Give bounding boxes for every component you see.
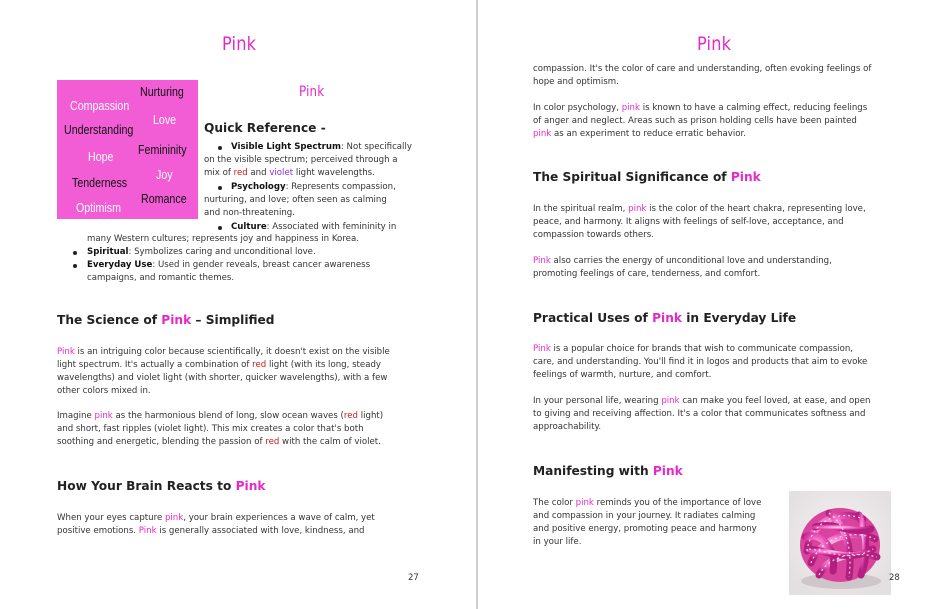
word-joy: Joy — [156, 167, 173, 182]
psych-line-3: pink as an experiment to reduce erratic behavior. — [533, 129, 747, 139]
word-understanding: Understanding — [64, 122, 134, 137]
word-optimism: Optimism — [76, 200, 122, 215]
psychology-line-2: nurturing, and love; often seen as calming — [204, 195, 387, 205]
spiritual-p1-line-1: In the spiritual realm, pink is the color of the heart chakra, representing love, — [533, 204, 866, 214]
culture-line-1: Culture: Associated with femininity in — [231, 222, 397, 232]
pink-beads-image — [789, 491, 891, 595]
right-page — [478, 0, 952, 609]
bullet — [218, 226, 222, 230]
brain-line-1: When your eyes capture pink, your brain experiences a wave of calm, yet — [57, 513, 375, 523]
science-p1-line-4: other colors mixed in. — [57, 386, 151, 396]
visible-light-line-2: on the visible spectrum; perceived through a — [204, 155, 398, 165]
quick-reference-title: Quick Reference - — [204, 121, 326, 135]
science-p2-line-1: Imagine pink as the harmonious blend of long, slow ocean waves (red light) — [57, 411, 384, 421]
bullet — [73, 251, 77, 255]
word-love: Love — [153, 112, 177, 127]
everyday-line-2: campaigns, and romantic themes. — [87, 273, 235, 283]
practical-p1-line-1: Pink is a popular choice for brands that wish to communicate compassion, — [533, 344, 853, 354]
everyday-line-1: Everyday Use: Used in gender reveals, breast cancer awareness — [87, 260, 371, 270]
science-p2-line-2: and short, fast ripples (violet light). This mix creates a color that's both — [57, 424, 364, 434]
psychology-line-3: and non-threatening. — [204, 208, 295, 218]
science-p1-line-1: Pink is an intriguing color because scientifically, it doesn't exist on the visible — [57, 347, 390, 357]
visible-light-line-1: Visible Light Spectrum: Not specifically — [231, 142, 412, 152]
word-nurturing: Nurturing — [140, 84, 184, 99]
word-romance: Romance — [141, 191, 187, 206]
science-p1-line-2: light spectrum. It's actually a combination of red light (with its long, steady — [57, 360, 382, 370]
page-title: Pink — [697, 33, 732, 55]
practical-p2-line-1: In your personal life, wearing pink can make you feel loved, at ease, and open — [533, 396, 871, 406]
practical-p2-line-2: to giving and receiving affection. It's a color that communicates softness and — [533, 409, 866, 419]
spiritual-p1-line-3: compassion towards others. — [533, 230, 654, 240]
visible-light-line-3: mix of red and violet light wavelengths. — [204, 168, 375, 178]
word-femininity: Femininity — [138, 142, 187, 157]
practical-heading: Practical Uses of Pink in Everyday Life — [533, 311, 797, 325]
science-p1-line-3: wavelengths) and violet light (with shorter, quicker wavelengths), with a few — [57, 373, 388, 383]
manifesting-line-1: The color pink reminds you of the importance of love — [533, 498, 762, 508]
continuation-line-2: hope and optimism. — [533, 77, 619, 87]
side-label: Pink — [299, 84, 325, 100]
brain-line-2: positive emotions. Pink is generally associated with love, kindness, and — [57, 526, 365, 536]
practical-p1-line-3: feelings of warmth, nurture, and comfort. — [533, 370, 712, 380]
word-cloud — [57, 80, 198, 219]
spiritual-p1-line-2: peace, and harmony. It aligns with feelings of self-love, acceptance, and — [533, 217, 844, 227]
manifesting-line-3: and positive energy, promoting peace and harmony — [533, 524, 757, 534]
psych-line-2: of anger and neglect. Areas such as prison holding cells have been painted — [533, 116, 857, 126]
practical-p1-line-2: care, and understanding. You'll find it in logos and products that aim to evoke — [533, 357, 868, 367]
science-p2-line-3: soothing and energetic, blending the passion of red with the calm of violet. — [57, 437, 381, 447]
brain-heading: How Your Brain Reacts to Pink — [57, 479, 266, 493]
page-number: 27 — [408, 573, 419, 583]
bullet — [218, 146, 222, 150]
bullet — [73, 264, 77, 268]
science-heading: The Science of Pink – Simplified — [57, 313, 275, 327]
page-title: Pink — [222, 33, 257, 55]
continuation-line-1: compassion. It's the color of care and understanding, often evoking feelings of — [533, 64, 872, 74]
spiritual-heading: The Spiritual Significance of Pink — [533, 170, 761, 184]
psychology-line-1: Psychology: Represents compassion, — [231, 182, 396, 192]
culture-line-2: many Western cultures; represents joy and happiness in Korea. — [87, 234, 359, 244]
page-number: 28 — [889, 573, 900, 583]
manifesting-heading: Manifesting with Pink — [533, 464, 683, 478]
spiritual-p2-line-1: Pink also carries the energy of unconditional love and understanding, — [533, 256, 832, 266]
practical-p2-line-3: approachability. — [533, 422, 602, 432]
manifesting-line-4: in your life. — [533, 537, 582, 547]
spiritual-line: Spiritual: Symbolizes caring and unconditional love. — [87, 247, 316, 257]
bullet — [218, 186, 222, 190]
manifesting-line-2: and compassion in your journey. It radiates calming — [533, 511, 756, 521]
word-compassion: Compassion — [70, 98, 130, 113]
word-tenderness: Tenderness — [72, 175, 128, 190]
spiritual-p2-line-2: promoting feelings of care, tenderness, and comfort. — [533, 269, 761, 279]
psych-line-1: In color psychology, pink is known to have a calming effect, reducing feelings — [533, 103, 868, 113]
word-hope: Hope — [88, 149, 114, 164]
